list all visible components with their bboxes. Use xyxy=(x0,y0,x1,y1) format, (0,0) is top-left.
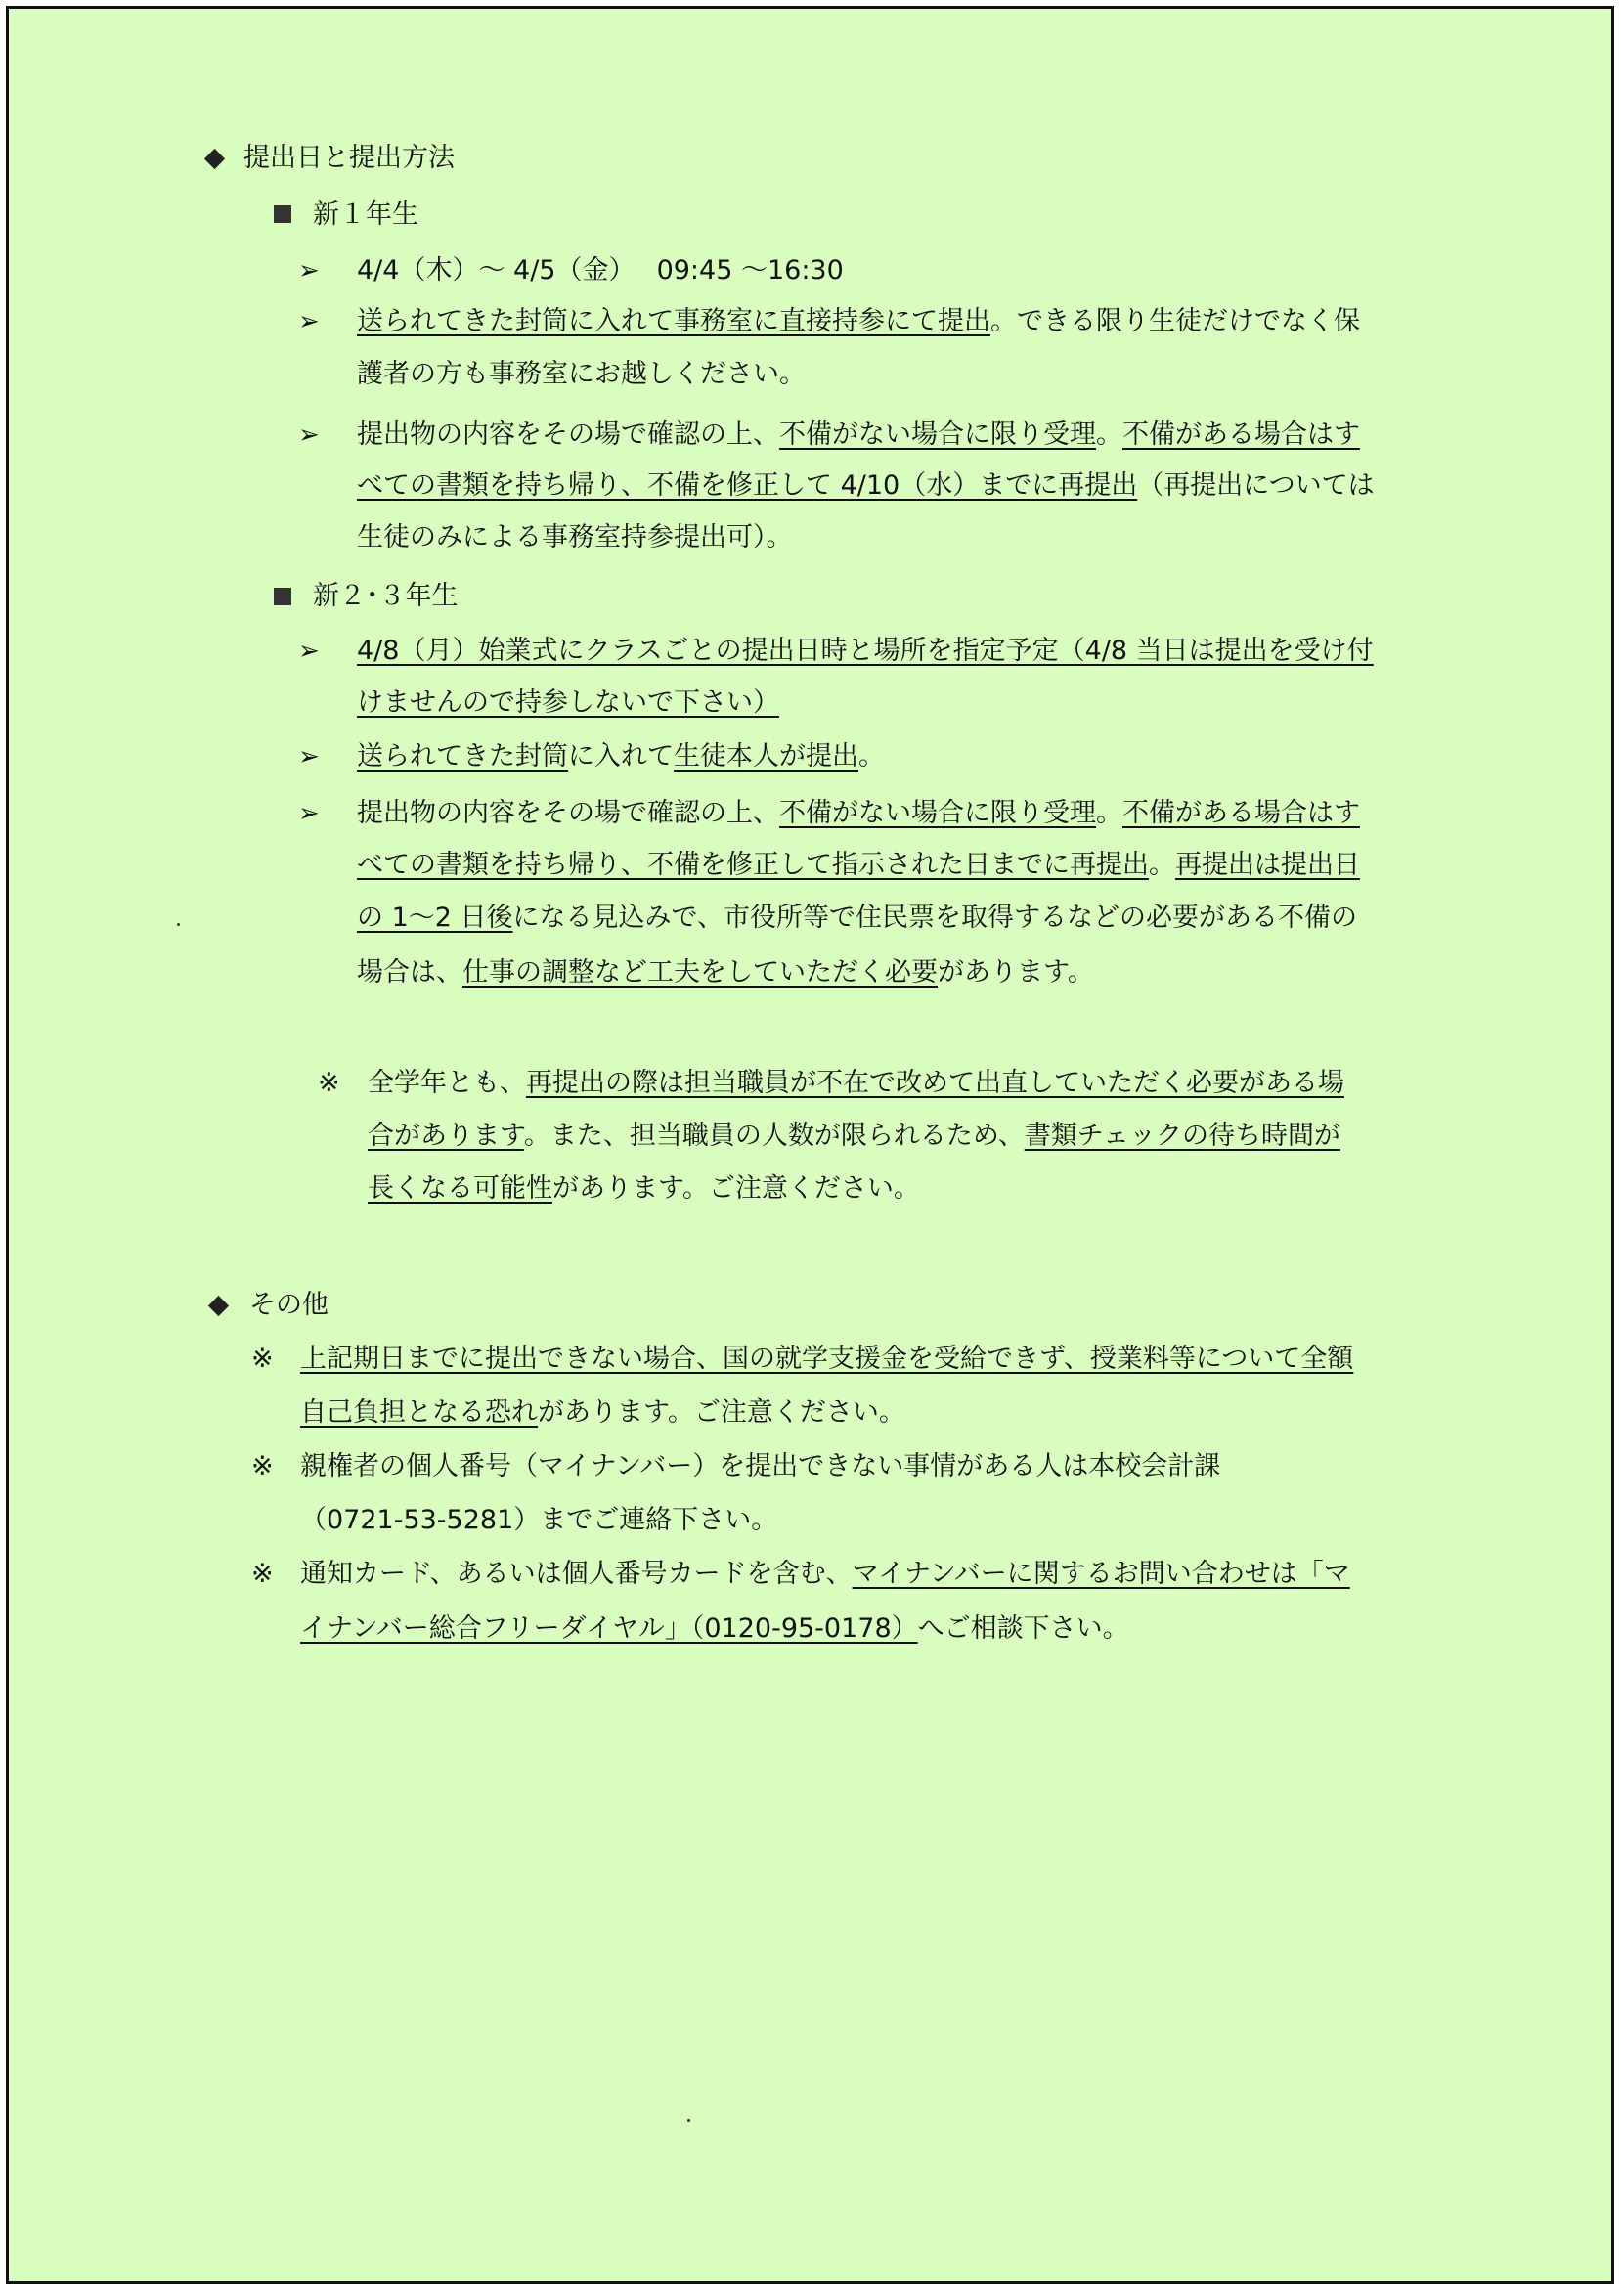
note-line1 xyxy=(368,1067,1344,1100)
underlined-text: 不備がある場合はす xyxy=(1122,419,1360,450)
other-note2-line1: 親権者の個人番号（マイナンバー）を提出できない事情がある人は本校会計課 xyxy=(300,1451,1221,1481)
note-mark: ※ xyxy=(251,1451,274,1481)
underlined-text: 自己負担となる恐れ xyxy=(300,1397,538,1428)
section2-heading: その他 xyxy=(249,1290,329,1320)
grade1-check-line2 xyxy=(357,469,1375,503)
grade1-check-line3: 生徒のみによる事務室持参提出可）。 xyxy=(357,522,793,552)
square-bullet-icon xyxy=(274,205,291,223)
other-note1-line2 xyxy=(300,1396,905,1430)
arrow-bullet-icon: ➢ xyxy=(298,420,320,450)
text: （再提出については xyxy=(1137,470,1375,501)
text: 通知カード、あるいは個人番号カードを含む、 xyxy=(300,1559,853,1589)
text: に入れて xyxy=(568,741,674,772)
text: 。また、担当職員の人数が限られるため、 xyxy=(523,1121,1025,1151)
text: があります。 xyxy=(938,957,1094,988)
section1-heading: 提出日と提出方法 xyxy=(243,143,455,173)
other-note2-line2: （0721-53-5281）までご連絡下さい。 xyxy=(300,1505,778,1535)
underlined-text: 書類チェックの待ち時間が xyxy=(1024,1121,1340,1151)
note-mark: ※ xyxy=(251,1344,274,1374)
underlined-text: 生徒本人が提出 xyxy=(674,741,858,772)
underlined-text: 4/8（月）始業式にクラスごとの提出日時と場所を指定予定（4/8 当日は提出を受け付 xyxy=(357,636,1374,666)
document-page xyxy=(6,6,1614,2284)
underlined-text: 不備がない場合に限り受理 xyxy=(779,419,1096,450)
diamond-bullet-icon xyxy=(204,149,225,169)
underlined-text: 不備がない場合に限り受理 xyxy=(779,798,1096,828)
grade23-check-line1 xyxy=(357,797,1360,830)
diamond-bullet-icon xyxy=(208,1296,229,1316)
text: へご相談下さい。 xyxy=(917,1613,1129,1644)
grade23-check-line4 xyxy=(357,956,1094,990)
underlined-text: べての書類を持ち帰り、不備を修正して 4/10（水）までに再提出 xyxy=(357,470,1138,501)
text: になる見込みで、市役所等で住民票を取得するなどの必要がある不備の xyxy=(512,903,1357,933)
note-mark: ※ xyxy=(318,1068,340,1098)
underlined-text: 不備がある場合はす xyxy=(1122,798,1360,828)
scan-speck xyxy=(177,923,180,926)
grade1-check-line1 xyxy=(357,419,1360,452)
underlined-text: 上記期日までに提出できない場合、国の就学支援金を受給できず、授業料等について全額 xyxy=(300,1344,1354,1374)
grade23-check-line3 xyxy=(357,902,1357,935)
underlined-text: 仕事の調整など工夫をしていただく必要 xyxy=(462,957,938,988)
underlined-text: 送られてきた封筒に入れて事務室に直接持参にて提出 xyxy=(357,306,990,336)
underlined-text: 送られてきた封筒 xyxy=(357,741,568,772)
square-bullet-icon xyxy=(274,588,291,605)
underlined-text: べての書類を持ち帰り、不備を修正して指示された日までに再提出 xyxy=(357,850,1149,880)
arrow-bullet-icon: ➢ xyxy=(298,307,320,336)
underlined-text: の 1～2 日後 xyxy=(357,903,513,933)
other-note1-line1 xyxy=(300,1343,1353,1376)
underlined-text: 再提出は提出日 xyxy=(1175,850,1360,880)
text: 。 xyxy=(1096,798,1122,828)
text: 。 xyxy=(858,741,885,772)
document-content xyxy=(9,9,1611,2281)
grade1-method-line2: 護者の方も事務室にお越しください。 xyxy=(357,359,806,389)
note-mark: ※ xyxy=(251,1559,274,1589)
text: 提出物の内容をその場で確認の上、 xyxy=(357,798,779,828)
arrow-bullet-icon: ➢ xyxy=(298,742,320,772)
underlined-text: けませんので持参しないで下さい） xyxy=(357,687,779,718)
arrow-bullet-icon: ➢ xyxy=(298,799,320,828)
other-note3-line1 xyxy=(300,1558,1350,1591)
text: 提出物の内容をその場で確認の上、 xyxy=(357,419,779,450)
grade1-method-line1 xyxy=(357,305,1360,338)
text: があります。ご注意ください。 xyxy=(552,1173,920,1204)
arrow-bullet-icon: ➢ xyxy=(298,256,320,286)
grade1-heading: 新１年生 xyxy=(313,199,418,230)
text: 。 xyxy=(1096,419,1122,450)
text: 場合は、 xyxy=(357,957,462,988)
underlined-text: 長くなる可能性 xyxy=(368,1173,552,1204)
text: 全学年とも、 xyxy=(368,1068,526,1098)
underlined-text: 合があります xyxy=(368,1121,524,1151)
note-line2 xyxy=(368,1120,1340,1153)
text: 。 xyxy=(1149,850,1175,880)
grade23-schedule-line2 xyxy=(357,686,779,720)
arrow-bullet-icon: ➢ xyxy=(298,637,320,666)
text: があります。ご注意ください。 xyxy=(538,1397,905,1428)
grade1-date-range: 4/4（木）～ 4/5（金） 09:45 ～16:30 xyxy=(357,255,844,286)
underlined-text: マイナンバーに関するお問い合わせは「マ xyxy=(852,1559,1350,1589)
underlined-text: 再提出の際は担当職員が不在で改めて出直していただく必要がある場 xyxy=(526,1068,1344,1098)
scan-speck xyxy=(687,2119,690,2122)
grade23-method xyxy=(357,740,885,773)
other-note3-line2 xyxy=(300,1612,1129,1646)
grade23-heading: 新２･３年生 xyxy=(313,581,459,611)
note-line3 xyxy=(368,1172,920,1206)
underlined-text: イナンバー総合フリーダイヤル」（0120-95-0178） xyxy=(300,1613,918,1644)
grade23-schedule-line1 xyxy=(357,635,1374,668)
text: 。できる限り生徒だけでなく保 xyxy=(990,306,1360,336)
grade23-check-line2 xyxy=(357,849,1360,882)
